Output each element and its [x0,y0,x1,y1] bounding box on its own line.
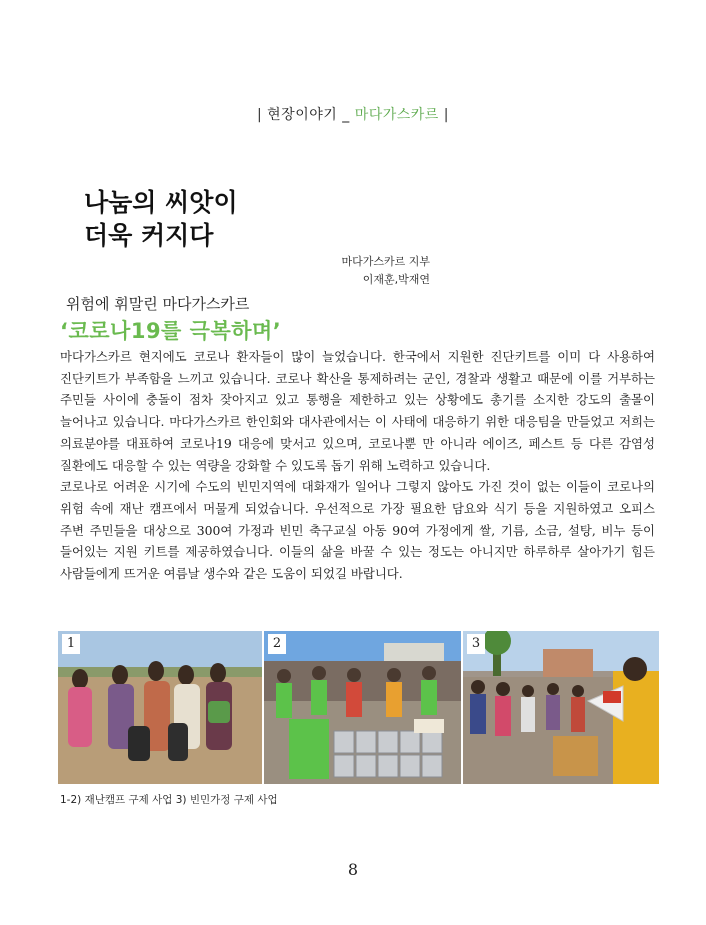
photo-3 [463,631,659,784]
photo-3-image [463,631,659,784]
header-bar-right: | [443,107,450,123]
paragraph-2: 코로나로 어려운 시기에 수도의 빈민지역에 대화재가 일어나 그렇지 않아도 가진 것이 없는 이들이 코로나의 위험 속에 재난 캠프에서 머물게 되었습니다. 우선적으로 가장 필요한 담요와 식기 등을 지원하였고 오피스 주변 주민들을 대상으로 300여 가정과 빈민 축구교실 아동 90여 가정에게 쌀, 기름, 소금, 설탕, 비누 등이 들어있는 지원 키트를 제공하였습니다. 이들의 삶을 바꿀 수 있는 정도는 아니지만 하루하루 살아가기 힘든 사람들에게 뜨거운 여름날 생수와 같은 도움이 되었길 바랍니다. [60,479,655,582]
header-bar-left: | [256,107,263,123]
byline-authors: 이재훈,박재연 [362,273,430,286]
photo-caption: 1-2) 재난캠프 구제 사업 3) 빈민가정 구제 사업 [60,794,278,806]
photo-2 [264,631,461,784]
photo-1-number: 1 [62,634,80,654]
header-place: 마다가스카르 [354,107,439,123]
subhead: 위험에 휘말린 마다가스카르 [66,295,250,313]
byline-org: 마다가스카르 지부 [341,255,430,268]
section-header [0,104,706,124]
title-line-2: 더욱 커지다 [84,221,214,250]
page-number: 8 [347,860,359,879]
byline [341,253,430,289]
subhead-highlight: ‘코로나19를 극복하며’ [60,319,282,343]
photo-1 [58,631,262,784]
paragraph-1: 마다가스카르 현지에도 코로나 환자들이 많이 늘었습니다. 한국에서 지원한 진단키트를 이미 다 사용하여 진단키트가 부족함을 느끼고 있습니다. 코로나 확산을 통제하려는 군인, 경찰과 생활고 때문에 이를 거부하는 주민들 사이에 충돌이 점차 잦아지고 있고 통행을 제한하고 있는 상황에도 총기를 소지한 강도의 출몰이 늘어나고 있습니다. 마다가스카르 한인회와 대사관에서는 이 사태에 대응하기 위한 대응팀을 만들었고 저희는 의료분야를 대표하여 코로나19 대응에 맞서고 있으며, 코로나뿐 만 아니라 에이즈, 페스트 등 다른 감염성 질환에도 대응할 수 있는 역량을 강화할 수 있도록 돕기 위해 노력하고 있습니다. [60,349,655,473]
photo-strip [58,631,659,784]
photo-3-number: 3 [467,634,485,654]
title-line-1: 나눔의 씨앗이 [84,188,238,217]
article-body [60,346,655,585]
photo-2-number: 2 [268,634,286,654]
article-title [84,186,238,252]
header-section: 현장이야기 _ [267,107,350,123]
photo-1-image [58,631,262,784]
photo-2-image [264,631,461,784]
